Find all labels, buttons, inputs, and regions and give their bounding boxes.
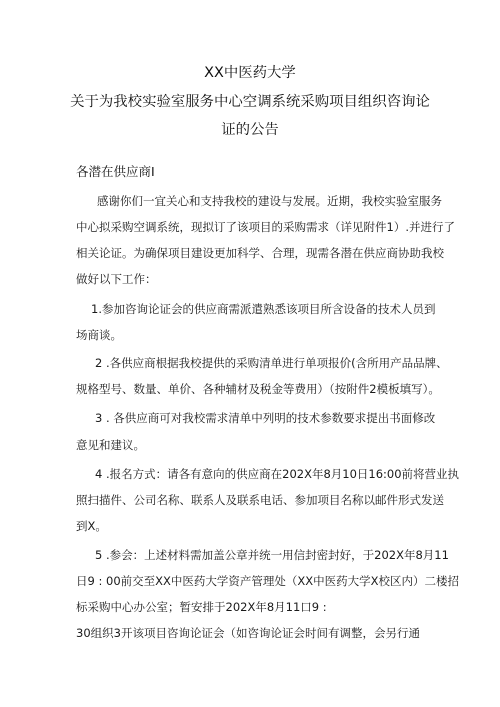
paragraph-line: 日9 : 00前交至XX中医药大学资产管理处（XX中医药大学X校区内）二楼招	[76, 574, 460, 588]
paragraph-line: 照扫描件、公司名称、联系人及联系电话、参加项目名称以邮件形式发送	[76, 493, 444, 507]
salutation: 各潜在供应商I	[76, 164, 155, 179]
paragraph-line: 标采购中心办公室；暂安排于202X年8月11口9 :	[76, 600, 327, 614]
university-name: XX中医药大学	[204, 65, 296, 81]
paragraph-line: 相关论证。为确保项目建设更加科学、合理，现需各潜在供应商协助我校	[76, 246, 444, 260]
paragraph-line: 5 .参会：上述材料需加盖公章并统一用信封密封好，于202X年8月11	[95, 548, 449, 562]
paragraph-line: 场商谈。	[76, 328, 122, 342]
paragraph-line: 30组织3开该项目咨询论证会（如咨询论证会时间有调整，会另行通	[76, 626, 420, 640]
paragraph-line: 到X。	[76, 519, 107, 533]
paragraph-line: 意见和建议。	[76, 438, 145, 452]
notice-title-line-2: 证的公告	[221, 122, 279, 138]
paragraph-line: 2 .各供应商根据我校提供的采购清单进行单项报价(含所用产品品牌、	[95, 356, 448, 370]
paragraph-line: 做好以下工作：	[76, 272, 157, 286]
paragraph-line: 3 . 各供应商可对我校需求清单中列明的技术参数要求提出书面修改	[95, 411, 436, 425]
paragraph-line: 规格型号、数量、单价、各种辅材及税金等费用）（按附件2模板填写）。	[76, 382, 440, 396]
paragraph-line: 中心拟采购空调系统，现拟订了该项目的采购需求（详见附件1）.并进行了	[76, 220, 455, 234]
paragraph-line: 感谢你们一宜关心和支持我校的建设与发展。近期，我校实验室服务	[97, 194, 442, 208]
paragraph-line: 4 .报名方式：请各有意向的供应商在202X年8月10日16:00前将营业执	[95, 467, 460, 481]
paragraph-line: 1.参加咨询论证会的供应商需派遣熟悉该项目所含设备的技术人员到	[91, 302, 436, 316]
notice-title-line-1: 关于为我校实验室服务中心空调系统采购项目组织咨询论	[70, 94, 430, 110]
